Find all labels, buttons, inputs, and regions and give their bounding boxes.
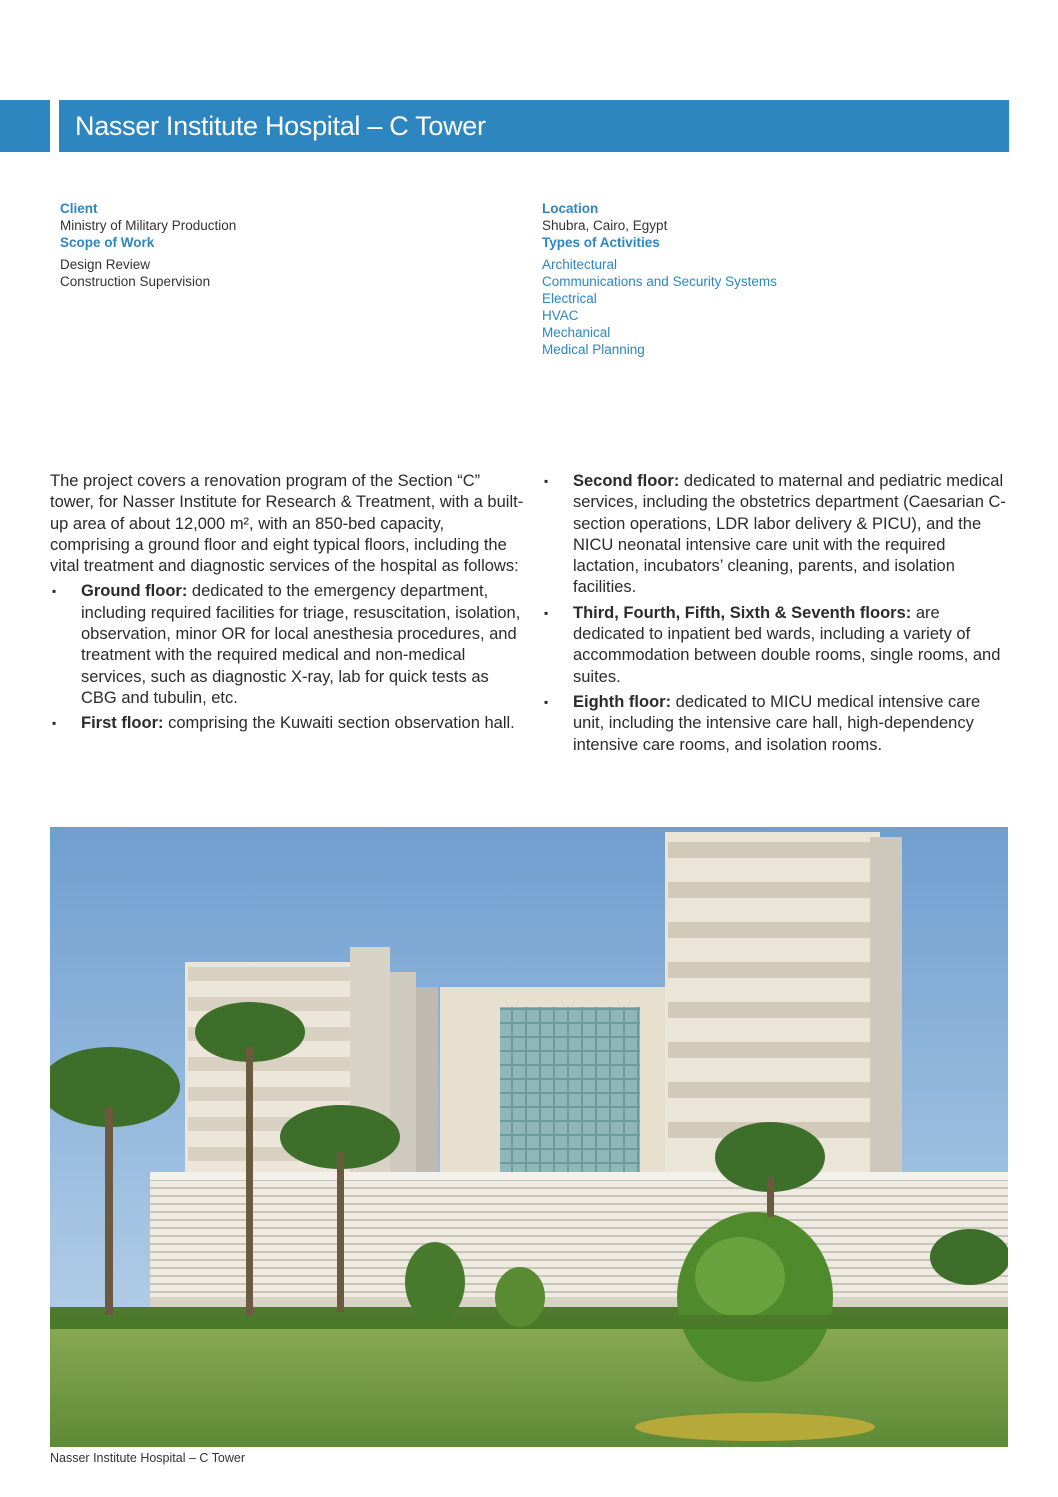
activity-item: Electrical xyxy=(542,291,597,306)
list-item xyxy=(542,603,1012,688)
title-accent-block xyxy=(0,100,50,152)
project-meta-right xyxy=(542,200,777,358)
project-meta-left xyxy=(60,200,236,290)
scope-value: Construction Supervision xyxy=(60,274,211,289)
intro-paragraph: The project covers a renovation program of the Section “C” tower, for Nasser Institute for Research & Treatment, with a built-up area of about 12,000 m², with an 850-bed capacity, comprising a ground floor and eight typical floors, including the vital treatment and diagnostic services of the hospital as follows: xyxy=(50,472,524,576)
bullet-icon: ▪ xyxy=(544,605,549,620)
bullet-icon: ▪ xyxy=(544,694,549,709)
location-label: Location xyxy=(542,201,599,216)
floor-title: Second floor: xyxy=(573,472,680,490)
floor-list-left xyxy=(50,581,525,734)
floor-title: Third, Fourth, Fifth, Sixth & Seventh floors: xyxy=(573,603,912,622)
floor-text: dedicated to maternal and pediatric medical services, including the obstetrics department (Caesarian C-section operations, LDR labor delivery & PICU), and the NICU neonatal intensive care unit with the required lactation, incubators’ cleaning, parents, and isolation facilities. xyxy=(573,472,1006,597)
scope-label: Scope of Work xyxy=(60,235,155,250)
client-label: Client xyxy=(60,201,98,216)
floor-text: dedicated to MICU medical intensive care unit, including the intensive care hall, high-dependency intensive care rooms, and isolation rooms. xyxy=(573,692,981,754)
list-item xyxy=(50,713,525,734)
activities-label: Types of Activities xyxy=(542,235,660,250)
body-column-left xyxy=(50,471,525,735)
floor-text: dedicated to the emergency department, including required facilities for triage, resuscitation, isolation, observation, minor OR for local anesthesia procedures, and treatment with the required medical and non-medical services, such as diagnostic X-ray, lab for quick tests as CBG and tubulin, etc. xyxy=(81,582,521,707)
activity-item: Medical Planning xyxy=(542,342,645,357)
scope-value: Design Review xyxy=(60,257,151,272)
floor-title: First floor: xyxy=(81,714,164,733)
activity-item: Communications and Security Systems xyxy=(542,274,777,289)
activity-item: Mechanical xyxy=(542,325,611,340)
floor-title: Ground floor: xyxy=(81,582,188,601)
client-value: Ministry of Military Production xyxy=(60,218,237,233)
location-value: Shubra, Cairo, Egypt xyxy=(542,218,668,233)
hospital-photo xyxy=(50,827,1008,1447)
list-item xyxy=(542,471,1012,599)
bullet-icon: ▪ xyxy=(544,474,549,488)
body-column-right xyxy=(542,471,1012,756)
floor-title: Eighth floor: xyxy=(573,692,672,711)
floor-list-right xyxy=(542,471,1012,756)
photo-caption: Nasser Institute Hospital – C Tower xyxy=(50,1451,245,1465)
floor-text: comprising the Kuwaiti section observation hall. xyxy=(163,714,515,733)
list-item xyxy=(50,581,525,709)
activity-item: Architectural xyxy=(542,257,618,272)
activity-item: HVAC xyxy=(542,308,579,323)
floor-text: are dedicated to inpatient bed wards, including a variety of accommodation between double rooms, single rooms, and suites. xyxy=(573,603,1001,686)
bullet-icon: ▪ xyxy=(52,584,57,599)
bullet-icon: ▪ xyxy=(52,716,57,731)
title-bar xyxy=(59,100,1009,152)
list-item xyxy=(542,692,1012,756)
page-title: Nasser Institute Hospital – C Tower xyxy=(75,111,486,141)
